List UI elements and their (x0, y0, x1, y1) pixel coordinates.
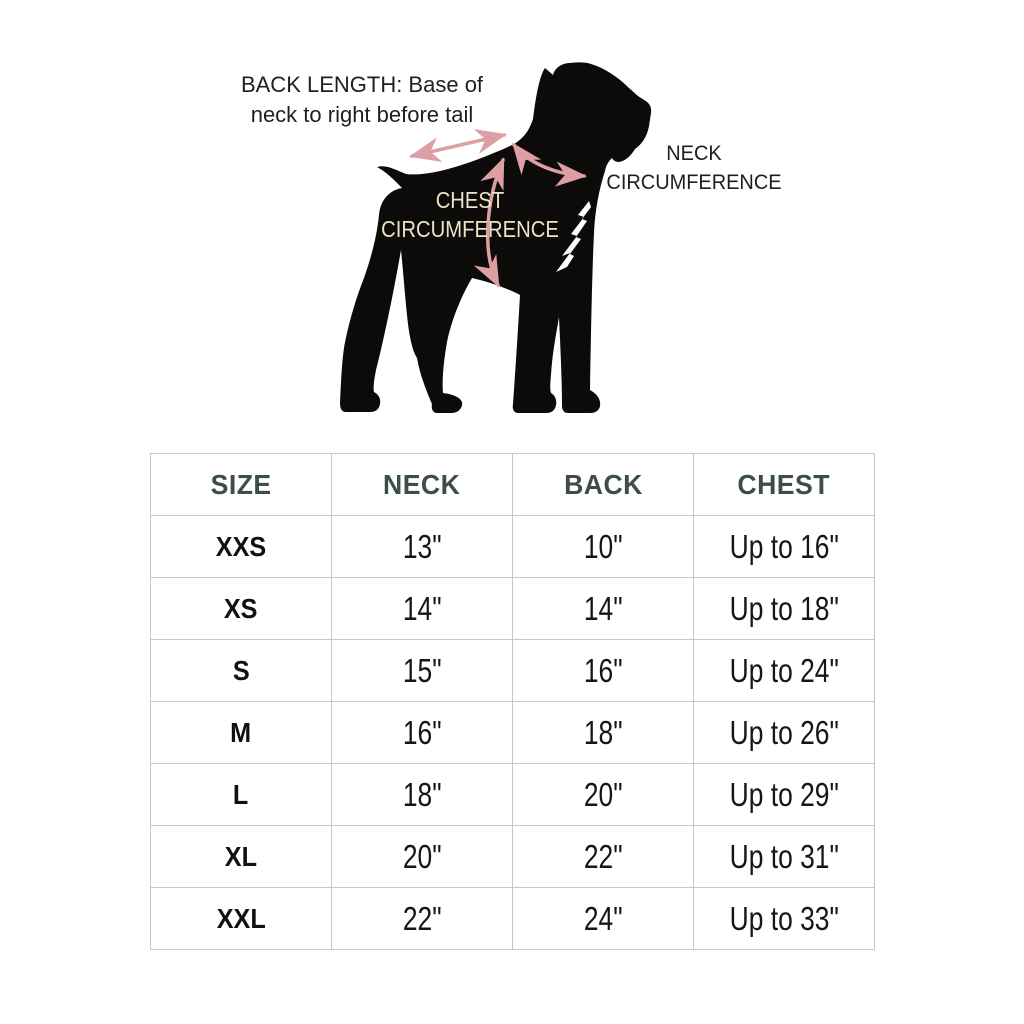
size-label: XL (151, 826, 332, 888)
neck-value: 18" (332, 764, 513, 826)
chest-value: Up to 24" (694, 640, 875, 702)
back-value: 16" (513, 640, 694, 702)
table-row-xxs (151, 516, 875, 578)
back-value: 20" (513, 764, 694, 826)
column-header-chest: CHEST (694, 454, 875, 516)
size-label: L (151, 764, 332, 826)
chest-value: Up to 29" (694, 764, 875, 826)
size-label: XXS (151, 516, 332, 578)
size-label: M (151, 702, 332, 764)
column-header-back: BACK (513, 454, 694, 516)
back-length-label-line2: neck to right before tail (250, 102, 474, 127)
column-header-neck: NECK (332, 454, 513, 516)
table-row-l (151, 764, 875, 826)
size-label: XXL (151, 888, 332, 950)
chest-value: Up to 33" (694, 888, 875, 950)
back-length-label-line1: BACK LENGTH: Base of (240, 72, 484, 97)
size-label: XS (151, 578, 332, 640)
neck-label-line1: NECK (666, 142, 722, 165)
size-label: S (151, 640, 332, 702)
neck-value: 16" (332, 702, 513, 764)
column-header-size: SIZE (151, 454, 332, 516)
table-row-xs (151, 578, 875, 640)
table-row-xl (151, 826, 875, 888)
table-row-m (151, 702, 875, 764)
chest-value: Up to 18" (694, 578, 875, 640)
chest-value: Up to 16" (694, 516, 875, 578)
back-value: 10" (513, 516, 694, 578)
neck-value: 20" (332, 826, 513, 888)
back-length-label (221, 70, 503, 130)
neck-value: 15" (332, 640, 513, 702)
chest-value: Up to 26" (694, 702, 875, 764)
back-length-arrow (412, 135, 504, 156)
neck-label-line2: CIRCUMFERENCE (606, 171, 782, 194)
chest-circumference-label (364, 186, 575, 244)
neck-value: 14" (332, 578, 513, 640)
table-row-s (151, 640, 875, 702)
chest-label-line1: CHEST (435, 187, 505, 213)
back-value: 22" (513, 826, 694, 888)
neck-circumference-label (604, 139, 785, 197)
back-value: 14" (513, 578, 694, 640)
table-header-row (151, 454, 875, 516)
neck-value: 13" (332, 516, 513, 578)
table-row-xxl (151, 888, 875, 950)
chest-label-line2: CIRCUMFERENCE (381, 216, 559, 242)
chest-value: Up to 31" (694, 826, 875, 888)
back-value: 18" (513, 702, 694, 764)
back-value: 24" (513, 888, 694, 950)
size-chart-table (150, 453, 875, 950)
neck-value: 22" (332, 888, 513, 950)
